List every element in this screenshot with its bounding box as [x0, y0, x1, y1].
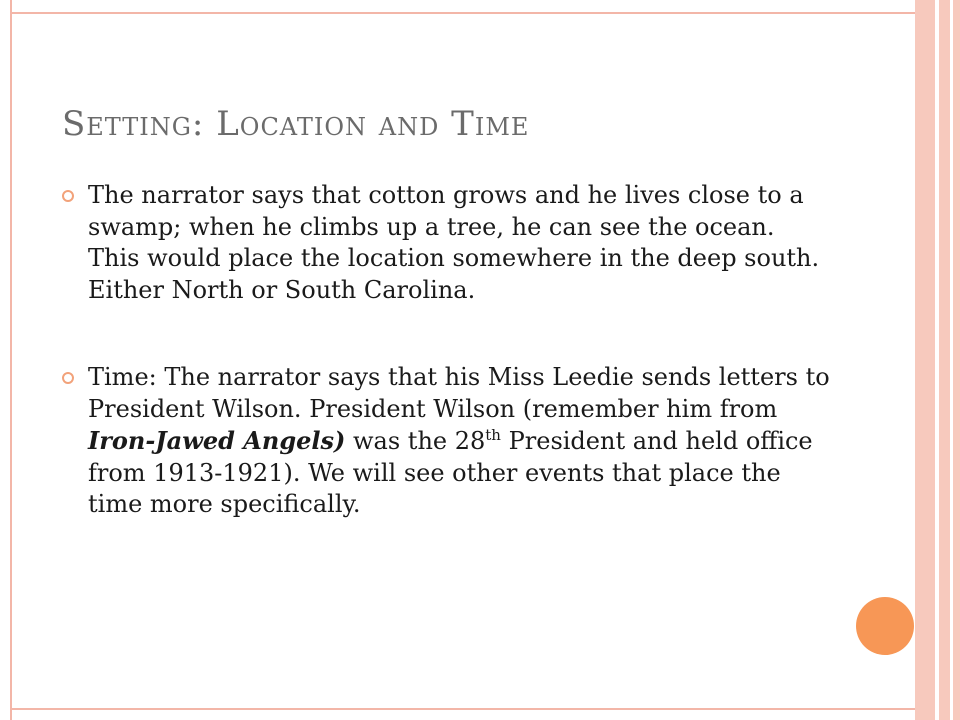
- slide-title: Setting: Location and Time: [62, 104, 530, 144]
- bullet-item-location: [60, 180, 830, 306]
- right-decor-band: [939, 0, 950, 720]
- bullet-text-part3: President and held office from 1913-1921). We will see other events that place the time more specifically.: [88, 427, 813, 518]
- bullet-text-italic-title: Iron-Jawed Angels): [88, 426, 346, 455]
- circle-bullet-icon: [62, 372, 74, 384]
- right-decor-band: [915, 0, 935, 720]
- bullet-item-time: [60, 362, 830, 521]
- top-border-line: [10, 12, 915, 14]
- bullet-text: The narrator says that cotton grows and he lives close to a swamp; when he climbs up a tree, he can see the ocean. This would place the location somewhere in the deep south. Either North or South Carolina.: [88, 181, 820, 304]
- bullet-list: [60, 180, 830, 521]
- bullet-text-superscript: th: [485, 426, 501, 444]
- bullet-text-part2: was the 28: [345, 427, 486, 455]
- orange-circle-decor: [856, 597, 914, 655]
- bottom-border-line: [10, 708, 915, 710]
- left-border-line: [10, 0, 12, 720]
- right-decor-band: [953, 0, 960, 720]
- circle-bullet-icon: [62, 190, 74, 202]
- bullet-text-part1: Time: The narrator says that his Miss Leedie sends letters to President Wilson. President Wilson (remember him from: [88, 363, 830, 423]
